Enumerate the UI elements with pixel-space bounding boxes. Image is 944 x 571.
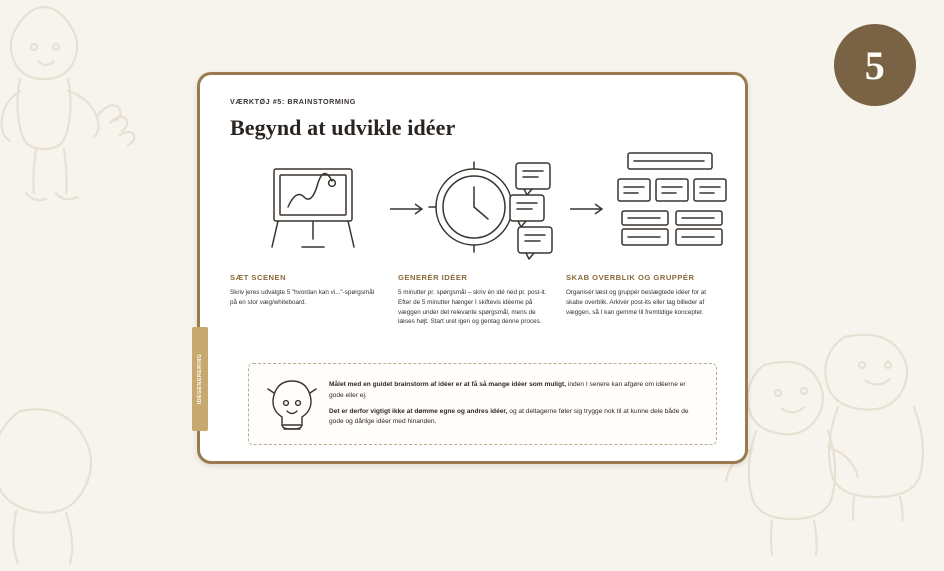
step-column-2 — [398, 273, 566, 327]
arrow-right-icon — [568, 201, 610, 217]
step-1-body: Skriv jeres udvalgte 5 "hvordan kan vi..."-spørgsmål på en stor væg/whiteboard. — [230, 289, 375, 306]
step-1-heading: SÆT SCENEN — [230, 273, 287, 282]
section-side-tab-label: IDÉGENERERING — [197, 353, 203, 405]
steps-columns — [230, 273, 719, 327]
doodle-character-left — [0, 0, 190, 225]
tip-rest-1: inden I senere kan afgøre om idéerne er gode eller ej. — [329, 381, 686, 399]
step-3-body: Organisér læst og gruppér beslægtede idéer for at skabe overblik. Arkivér post-its eller tag billeder af væggen, så I kan gemme til fremtidige koncepter. — [566, 289, 707, 316]
tip-callout-text — [329, 380, 702, 428]
arrow-right-icon — [388, 201, 430, 217]
step-column-1 — [230, 273, 398, 327]
lightbulb-character-icon — [263, 375, 321, 433]
page-title: Begynd at udvikle idéer — [230, 115, 456, 140]
step-3-heading: SKAB OVERBLIK OG GRUPPÉR — [566, 273, 695, 282]
grouped-sticky-notes-icon — [606, 147, 736, 257]
step-column-3 — [566, 273, 719, 327]
doodle-character-far-right — [784, 311, 944, 521]
tip-rest-2: og at deltagerne føler sig trygge nok til at kunne dele både de gode og dårlige idéer med hinanden. — [329, 407, 689, 426]
illustration-row — [230, 151, 719, 267]
tip-callout — [248, 363, 717, 445]
clock-with-notes-icon — [428, 157, 558, 261]
tip-bold-2: Det er derfor vigtigt ikke at dømme egne og andres idéer, — [329, 407, 508, 415]
whiteboard-chart-icon — [264, 163, 374, 253]
page-number-badge — [834, 24, 916, 106]
tip-bold-1: Målet med en guidet brainstorm af idéer er at få så mange idéer som muligt, — [329, 381, 567, 389]
page-number: 5 — [864, 42, 886, 88]
tool-eyebrow: VÆRKTØJ #5: BRAINSTORMING — [230, 97, 356, 106]
step-2-heading: GENERÉR IDÉER — [398, 273, 468, 282]
step-2-body: 5 minutter pr. spørgsmål – skriv én idé ned pr. post-it. Efter de 5 minutter hænger I skiftevis idéerne på væggen under det relevante spørgsmål, mens de læses højt. Start uret igen og gentag denne proces. — [398, 289, 547, 326]
worksheet-card — [197, 72, 748, 464]
doodle-shape-bottom-left — [0, 391, 140, 571]
